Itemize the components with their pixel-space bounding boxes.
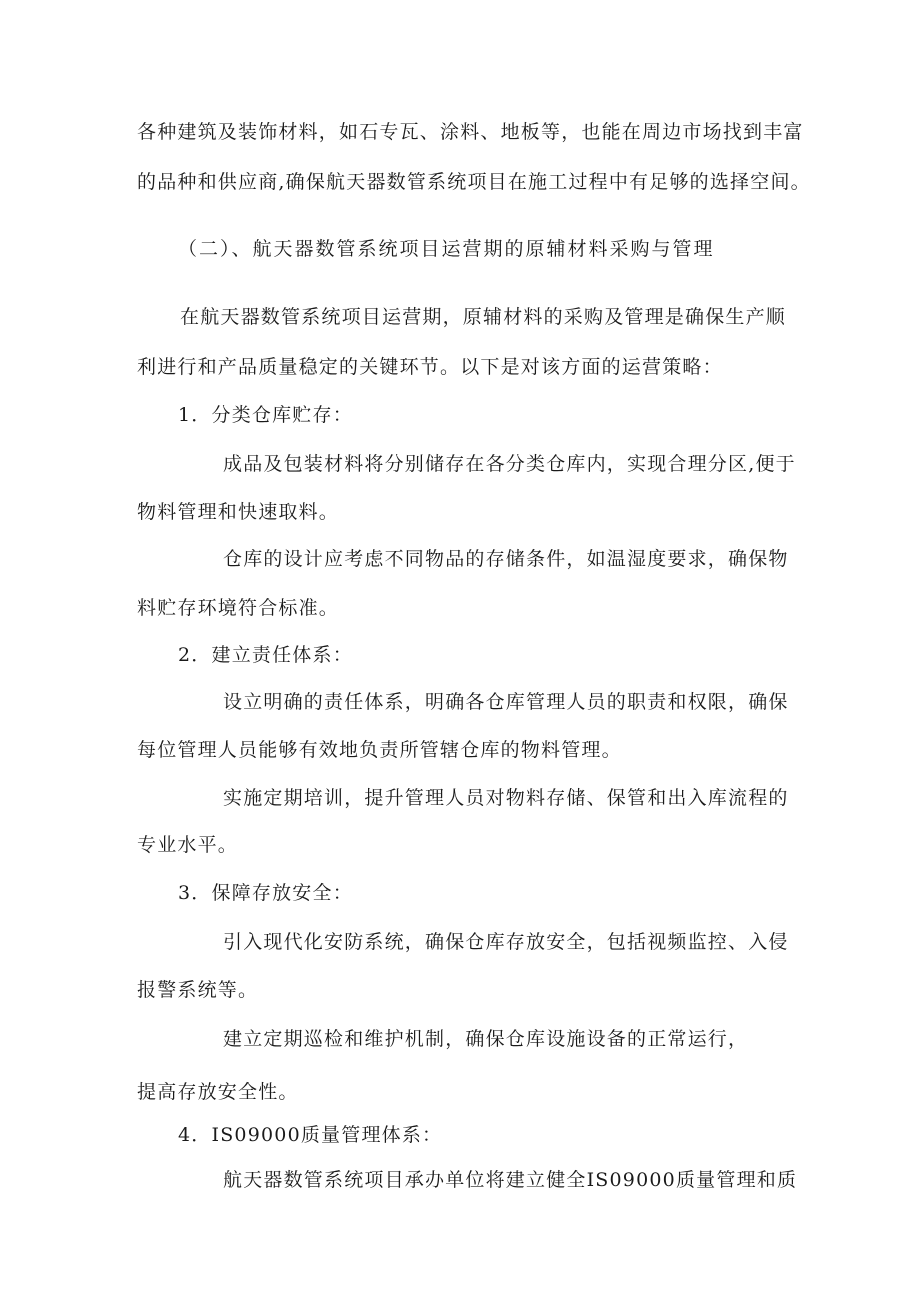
- paragraph-line: 成品及包装材料将分别储存在各分类仓库内，实现合理分区,便于: [223, 453, 796, 475]
- paragraph-line: 设立明确的责任体系，明确各仓库管理人员的职责和权限，确保: [223, 691, 789, 713]
- paragraph-line: 提高存放安全性。: [137, 1081, 299, 1103]
- paragraph-line: 专业水平。: [137, 834, 239, 856]
- paragraph-line: 物料管理和快速取料。: [137, 501, 340, 523]
- paragraph-line: 利进行和产品质量稳定的关键环节。以下是对该方面的运营策略：: [137, 356, 723, 378]
- paragraph-line: 的品种和供应商,确保航天器数管系统项目在施工过程中有足够的选择空间。: [137, 171, 811, 193]
- paragraph-line: 在航天器数管系统项目运营期，原辅材料的采购及管理是确保生产顺: [180, 306, 787, 328]
- paragraph-line: 报警系统等。: [137, 979, 259, 1001]
- list-item-title: 2．建立责任体系：: [178, 644, 353, 666]
- paragraph-line: 每位管理人员能够有效地负责所管辖仓库的物料管理。: [137, 739, 622, 761]
- list-item-title: 3．保障存放安全：: [178, 882, 353, 904]
- paragraph-line: 仓库的设计应考虑不同物品的存储条件，如温湿度要求，确保物: [223, 548, 789, 570]
- paragraph-line: 料贮存环境符合标准。: [137, 597, 340, 619]
- section-heading: （二）、航天器数管系统项目运营期的原辅材料采购与管理: [178, 238, 715, 260]
- paragraph-line: 引入现代化安防系统，确保仓库存放安全，包括视频监控、入侵: [223, 931, 789, 953]
- list-item-title: 4．IS09000质量管理体系：: [178, 1124, 443, 1146]
- paragraph-line: 建立定期巡检和维护机制，确保仓库设施设备的正常运行，: [223, 1028, 749, 1050]
- paragraph-line: 实施定期培训，提升管理人员对物料存储、保管和出入库流程的: [223, 787, 789, 809]
- list-item-title: 1．分类仓库贮存：: [178, 404, 353, 426]
- paragraph-line: 各种建筑及装饰材料，如石专瓦、涂料、地板等，也能在周边市场找到丰富: [137, 121, 804, 143]
- paragraph-line: 航天器数管系统项目承办单位将建立健全IS09000质量管理和质: [223, 1169, 798, 1191]
